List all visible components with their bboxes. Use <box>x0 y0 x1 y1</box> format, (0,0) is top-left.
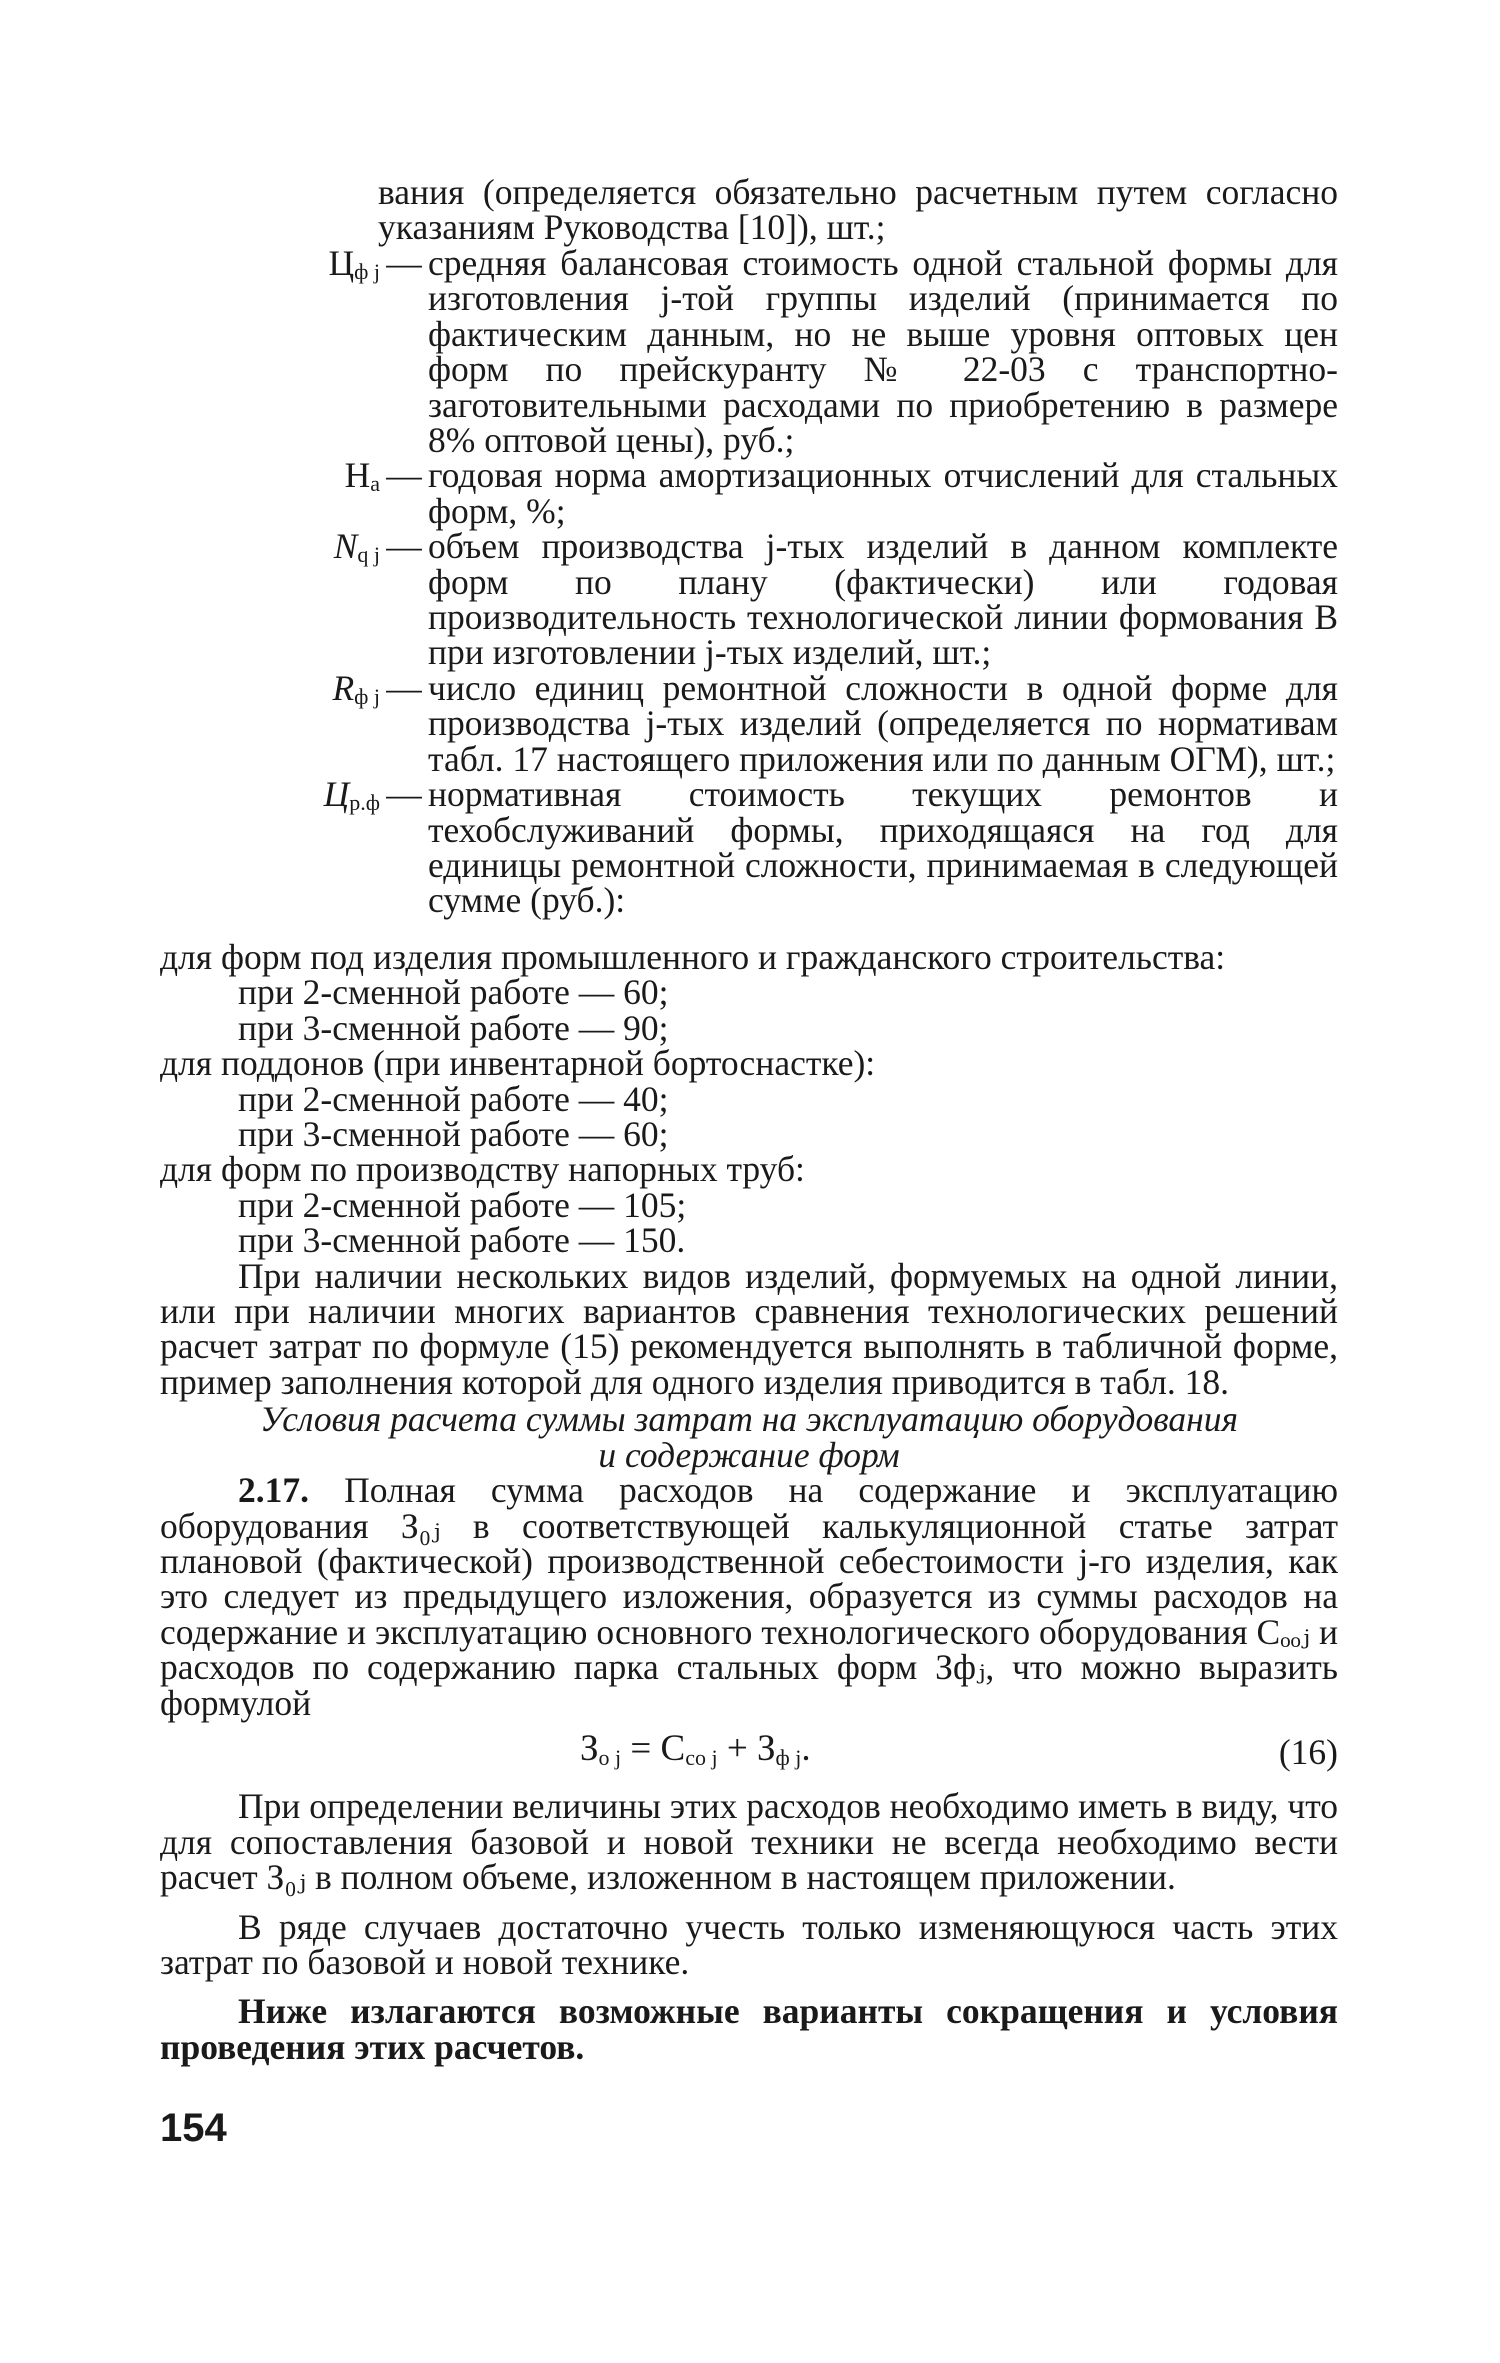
rate-item: при 2-сменной работе — 60; <box>238 972 669 1013</box>
definition-symbol: $N_{q j}$ <box>333 526 380 568</box>
definition-item: $Ц_{р.ф}$ — нормативная стоимость текущих ремонтов и техобслуживаний формы, приходящаяся на год для единицы ремонтной сложности, принимаемая в следующей сумме (руб.): <box>160 777 1338 919</box>
rate-item: при 2-сменной работе — 40; <box>238 1078 669 1119</box>
definition-text: годовая норма амортизационных отчислений для стальных форм, %; <box>428 455 1338 531</box>
page-number: 154 <box>160 2106 227 2151</box>
definition-symbol: $Ц_{р.ф}$ <box>323 774 380 816</box>
section-2-17: 2.17. Полная сумма расходов на содержание и эксплуатацию оборудования З₀ⱼ в соответствующей калькуляционной статье затрат плановой (фактической) производственной себестоимости j-го изделия, как это следует из предыдущего изложения, образуется из суммы расходов на содержание и эксплуатацию основного технологического оборудования Сₒₒⱼ и расходов по содержанию парка стальных форм Зфⱼ, что можно выразить формулой <box>160 1470 1338 1723</box>
section-number: 2.17. <box>238 1470 309 1511</box>
rate-item: при 3-сменной работе — 60; <box>238 1114 669 1155</box>
lead-text: вания (определяется обязательно расчетным путем согласно указаниям Руководства [10]), шт.; <box>378 172 1338 248</box>
definition-text: средняя балансовая стоимость одной стальной формы для изготовления j-той группы изделий (принимается по фактическим данным, но не выше уровня оптовых цен форм по прейскуранту № 22-03 с транспортно-заготовительными расходами по приобретению в размере 8% оптовой цены), руб.; <box>428 243 1338 461</box>
paragraph-several-products: При наличии нескольких видов изделий, формуемых на одной линии, или при наличии многих вариантов сравнения технологических решений расчет затрат по формуле (15) рекомендуется выполнять в табличной форме, пример заполнения которой для одного изделия приводится в табл. 18. <box>160 1255 1338 1402</box>
paragraph-below: Ниже излагаются возможные варианты сокращения и условия проведения этих расчетов. <box>160 1991 1338 2067</box>
definition-symbol: $R_{ф j}$ <box>332 667 380 709</box>
rate-item: при 2-сменной работе — 105; <box>238 1184 687 1225</box>
rate-item: при 3-сменной работе — 90; <box>238 1007 669 1048</box>
definition-text: нормативная стоимость текущих ремонтов и техобслуживаний формы, приходящаяся на год для единицы ремонтной сложности, принимаемая в следующей сумме (руб.): <box>428 774 1338 921</box>
definition-item: $Ц_{ф j}$ — средняя балансовая стоимость одной стальной формы для изготовления j-той группы изделий (принимается по фактическим данным, но не выше уровня оптовых цен форм по прейскуранту № 22-03 с транспортно-заготовительными расходами по приобретению в размере 8% оптовой цены), руб.; <box>160 246 1338 458</box>
rate-header: для форм под изделия промышленного и гражданского строительства: <box>160 937 1226 977</box>
main-text <box>160 937 1338 2151</box>
definition-item: $R_{ф j}$ — число единиц ремонтной сложности в одной форме для производства j-тых изделий (определяется по нормативам табл. 17 настоящего приложения или по данным ОГМ), шт.; <box>160 671 1338 777</box>
definition-text: число единиц ремонтной сложности в одной форме для производства j-тых изделий (определяется по нормативам табл. 17 настоящего приложения или по данным ОГМ), шт.; <box>428 667 1338 779</box>
formula-expression: $З_{о j} = С_{со j} + З_{ф j}$. <box>580 1727 811 1770</box>
paragraph-cases: В ряде случаев достаточно учесть только изменяющуюся часть этих затрат по базовой и новой технике. <box>160 1906 1338 1982</box>
rate-item: при 3-сменной работе — 150. <box>238 1220 686 1261</box>
definition-text: объем производства j-тых изделий в данном комплекте форм по плану (фактически) или годовая производительность технологической линии формования В при изготовлении j-тых изделий, шт.; <box>428 526 1338 673</box>
rate-header: для поддонов (при инвентарной бортоснастке): <box>160 1043 876 1084</box>
section-heading: Условия расчета суммы затрат на эксплуатацию оборудования и содержание форм <box>260 1399 1238 1475</box>
formula-16 <box>160 1727 1338 1775</box>
definition-symbol: $Ц_{ф j}$ <box>328 243 380 284</box>
definition-item: $Н_а$ — годовая норма амортизационных отчислений для стальных форм, %; <box>160 458 1338 529</box>
paragraph-determination: При определении величины этих расходов необходимо иметь в виду, что для сопоставления базовой и новой техники не всегда необходимо вести расчет З₀ⱼ в полном объеме, изложенном в настоящем приложении. <box>160 1786 1338 1898</box>
definitions-list <box>160 243 1338 921</box>
formula-number: (16) <box>1278 1732 1338 1773</box>
rate-header: для форм по производству напорных труб: <box>160 1149 805 1190</box>
definition-symbol: $Н_а$ <box>344 455 380 497</box>
definition-item: $N_{q j}$ — объем производства j-тых изделий в данном комплекте форм по плану (фактически) или годовая производительность технологической линии формования В при изготовлении j-тых изделий, шт.; <box>160 529 1338 671</box>
